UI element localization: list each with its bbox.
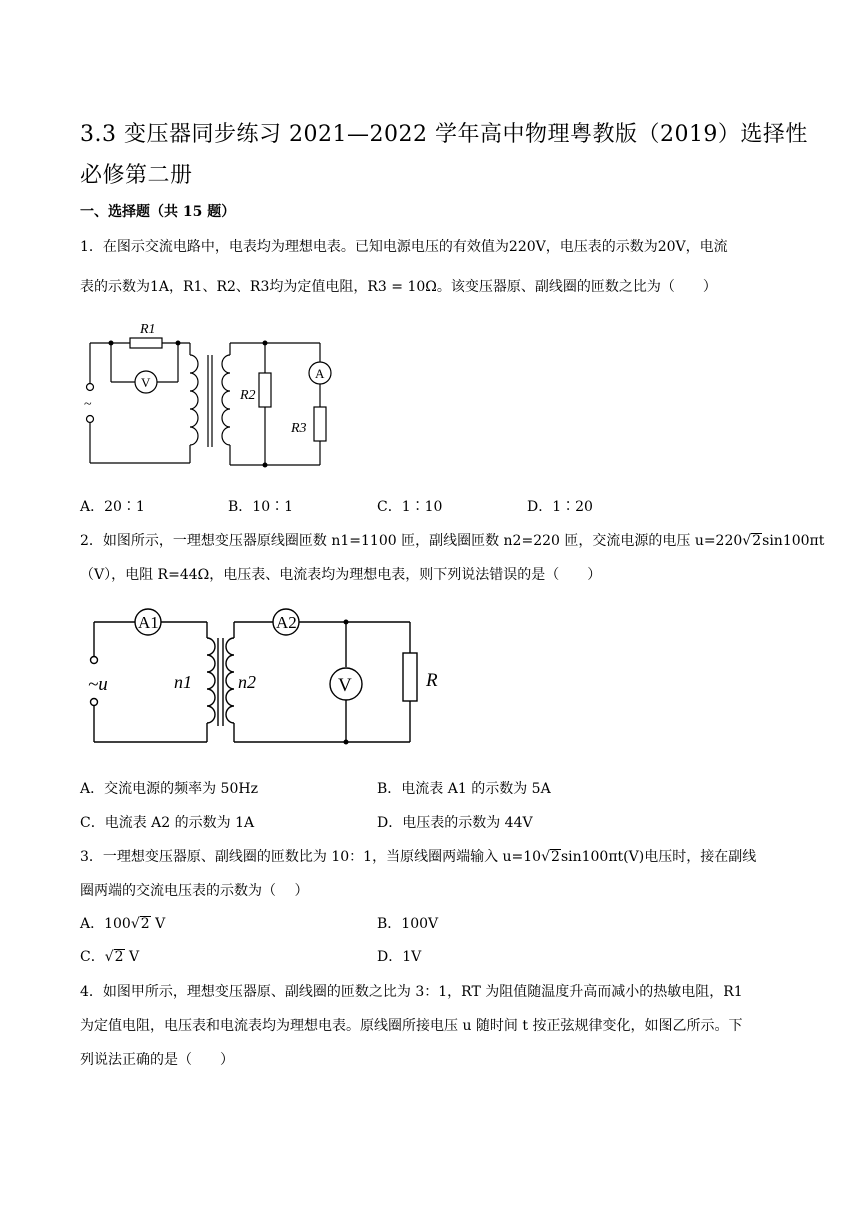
q2-resistor bbox=[403, 653, 417, 701]
q2-label-n2: n2 bbox=[238, 672, 256, 692]
q1-label-r2: R2 bbox=[240, 388, 256, 403]
q2-label-a2: A2 bbox=[276, 613, 297, 632]
q1-option-b: B．10∶1 bbox=[228, 499, 294, 515]
q1-resistor-r2 bbox=[259, 373, 271, 407]
q2-label-r: R bbox=[426, 670, 438, 691]
q3-option-b: B．100V bbox=[377, 916, 439, 932]
doc-title-line1: 3.3 变压器同步练习 2021—2022 学年高中物理粤教版（2019）选择性 bbox=[80, 122, 808, 147]
q2-option-d: D．电压表的示数为 44V bbox=[377, 815, 533, 831]
q1-resistor-r3 bbox=[314, 407, 326, 441]
q4-text-line2: 为定值电阻，电压表和电流表均为理想电表。原线圈所接电压 u 随时间 t 按正弦规律变化，如图乙所示。下 bbox=[80, 1018, 743, 1034]
q3-text-line2: 圈两端的交流电压表的示数为（ ） bbox=[80, 883, 309, 899]
q2-option-c: C．电流表 A2 的示数为 1A bbox=[80, 815, 255, 831]
q1-label-ac: ~ bbox=[84, 397, 92, 412]
q2-text-line2: （V），电阻 R=44Ω，电压表、电流表均为理想电表，则下列说法错误的是（ ） bbox=[80, 567, 602, 583]
q3-option-a: A．100√2 V bbox=[80, 916, 166, 932]
doc-title-line2: 必修第二册 bbox=[80, 163, 193, 188]
q2-label-u: ~u bbox=[88, 674, 108, 695]
q4-text-line3: 列说法正确的是（ ） bbox=[80, 1052, 234, 1068]
q1-option-a: A．20∶1 bbox=[80, 499, 145, 515]
section-heading: 一、选择题（共 15 题） bbox=[80, 204, 236, 220]
q2-label-a1: A1 bbox=[138, 613, 159, 632]
q1-label-r3: R3 bbox=[291, 421, 307, 436]
q1-text-line2: 表的示数为1A，R1、R2、R3均为定值电阻，R3 = 10Ω。该变压器原、副线圈的匝数之比为（ ） bbox=[80, 279, 717, 295]
q2-option-b: B．电流表 A1 的示数为 5A bbox=[377, 781, 551, 797]
q2-circuit-diagram bbox=[80, 598, 440, 748]
q2-option-a: A．交流电源的频率为 50Hz bbox=[80, 781, 258, 797]
q4-text-line1: 4．如图甲所示，理想变压器原、副线圈的匝数之比为 3：1，RT 为阻值随温度升高而减小的热敏电阻，R1 bbox=[80, 984, 743, 1000]
q3-text-line1: 3．一理想变压器原、副线圈的匝数比为 10：1，当原线圈两端输入 u=10√2sin100πt(V)电压时，接在副线 bbox=[80, 849, 757, 865]
q1-circuit-diagram bbox=[80, 315, 340, 475]
q1-label-a: A bbox=[315, 366, 325, 381]
q1-label-v: V bbox=[141, 375, 151, 390]
q1-option-d: D．1∶20 bbox=[527, 499, 593, 515]
q2-label-n1: n1 bbox=[174, 672, 192, 692]
q3-option-c: C．√2 V bbox=[80, 949, 140, 965]
q1-option-c: C．1∶10 bbox=[377, 499, 443, 515]
q2-label-v: V bbox=[338, 675, 352, 696]
q3-option-d: D．1V bbox=[377, 949, 422, 965]
q1-label-r1: R1 bbox=[140, 322, 156, 337]
q1-text-line1: 1．在图示交流电路中，电表均为理想电表。已知电源电压的有效值为220V，电压表的示数为20V，电流 bbox=[80, 239, 728, 255]
q2-text-line1: 2．如图所示，一理想变压器原线圈匝数 n1=1100 匝，副线圈匝数 n2=220 匝，交流电源的电压 u=220√2sin100πt bbox=[80, 533, 825, 549]
